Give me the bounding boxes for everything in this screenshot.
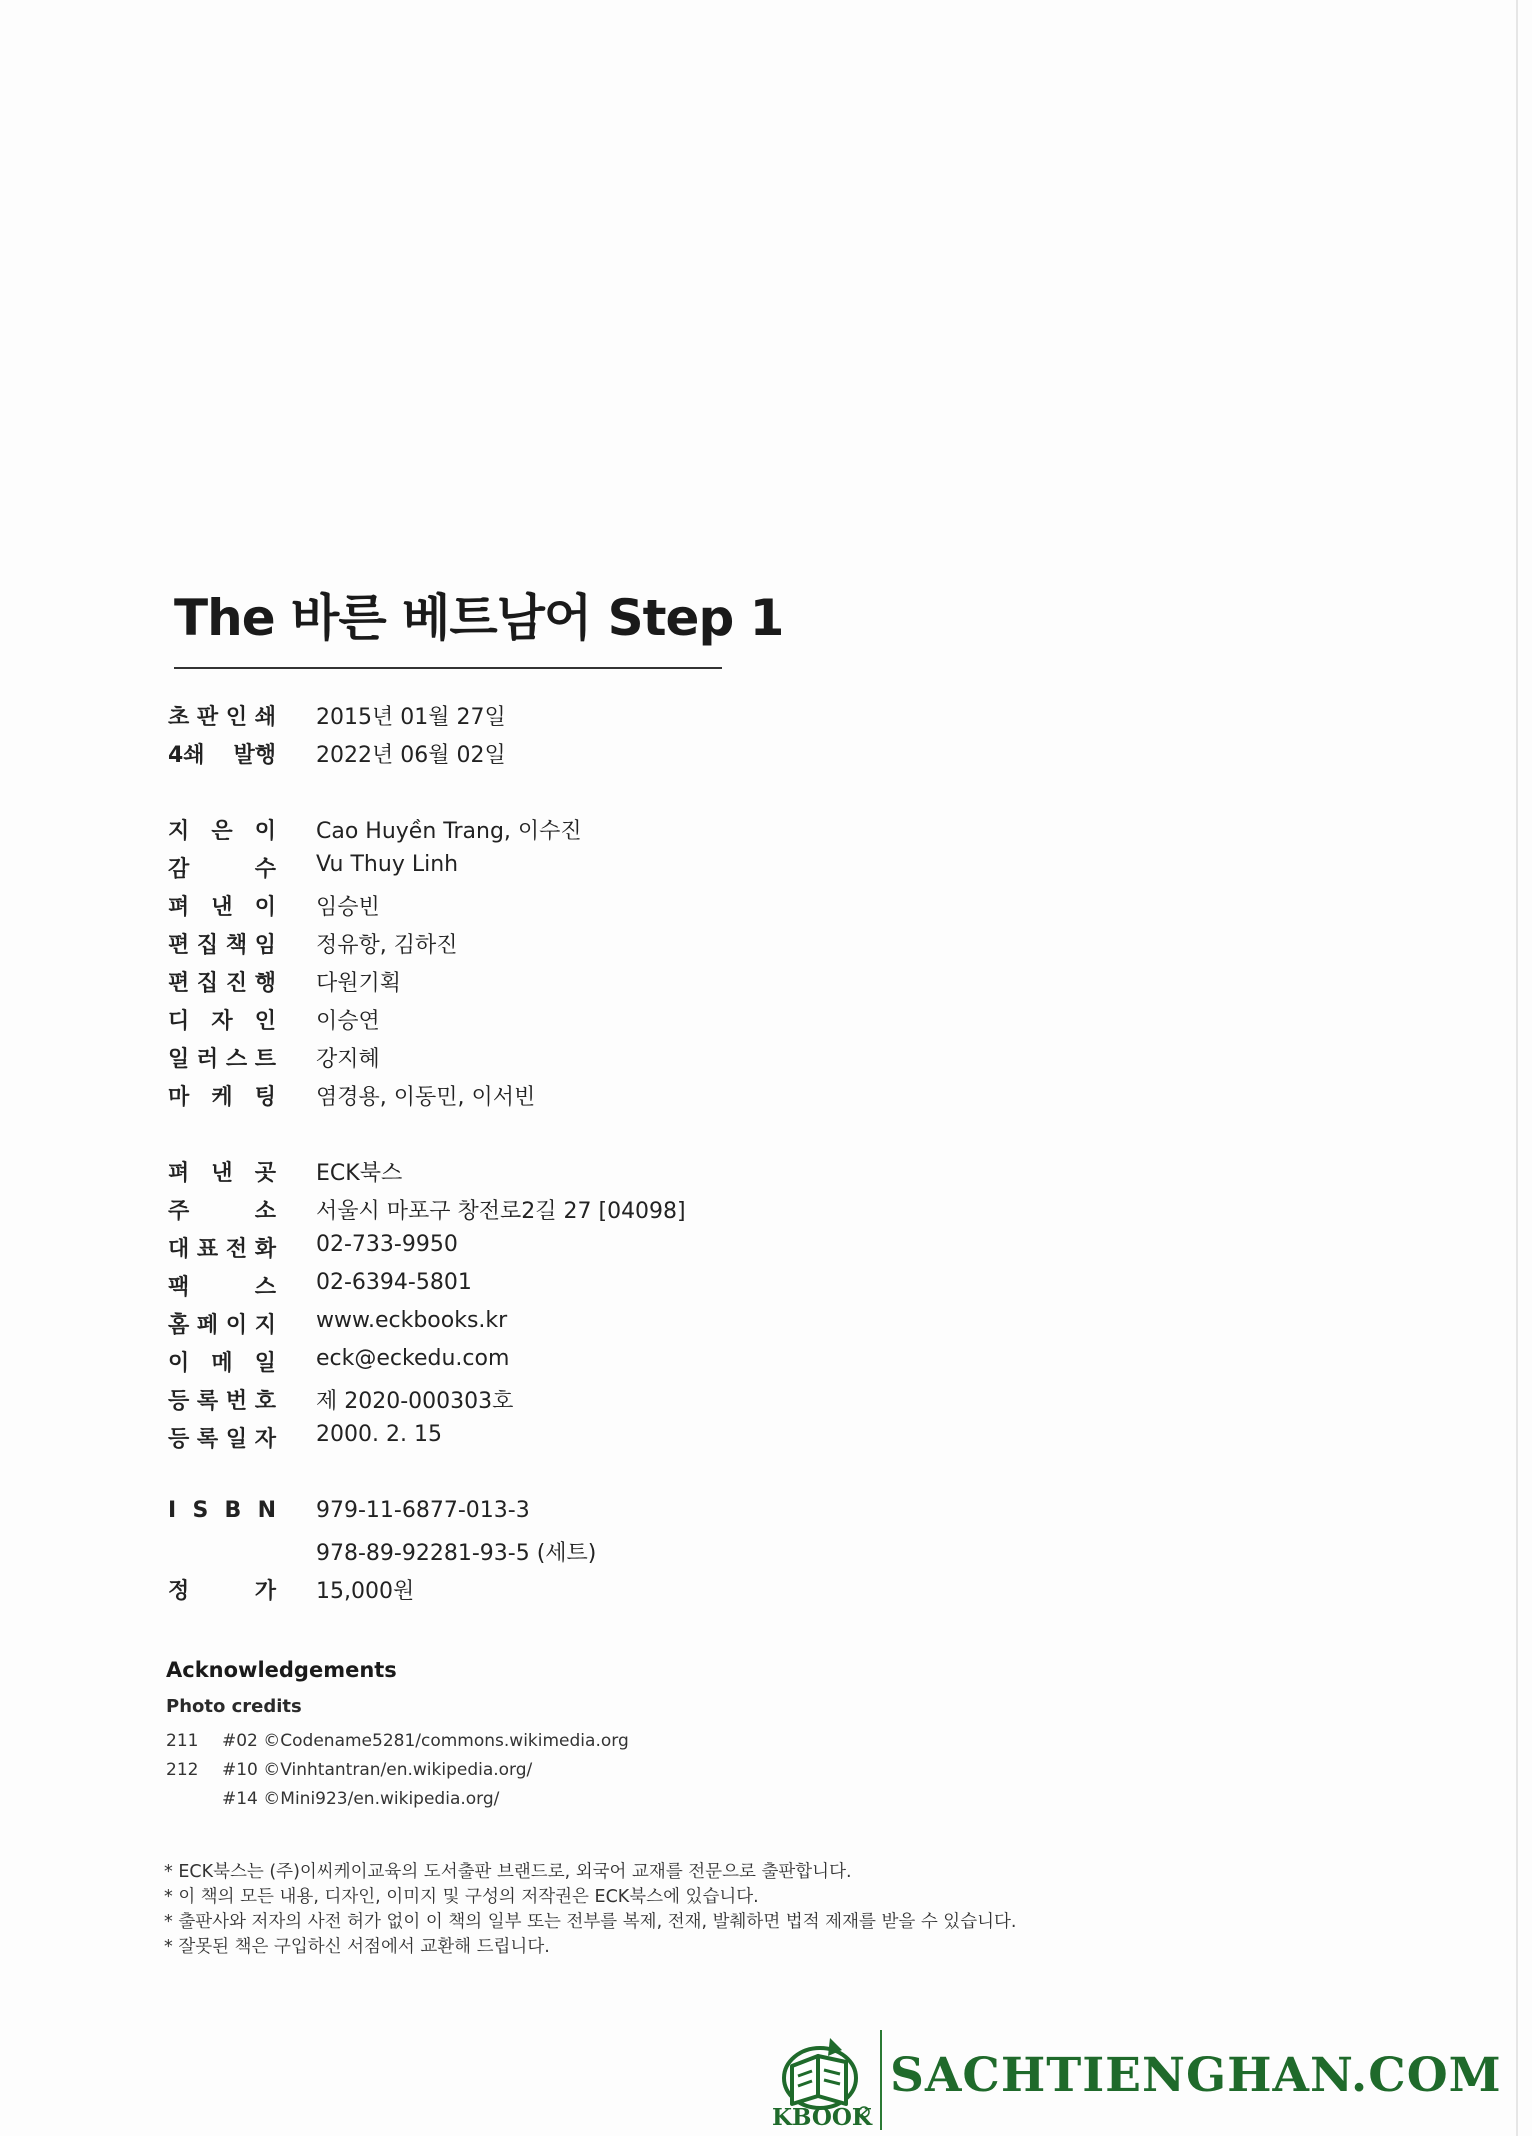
- info-label-char: 홈: [168, 1313, 190, 1338]
- info-label-char: 스: [225, 1047, 248, 1072]
- info-label-char: 집: [196, 933, 219, 958]
- info-value: 978-89-92281-93-5 (세트): [316, 1541, 597, 1566]
- info-label-char: 이: [254, 819, 276, 844]
- info-label: [168, 1574, 276, 1605]
- info-value: eck@eckedu.com: [316, 1346, 510, 1371]
- info-label: [168, 1156, 276, 1187]
- info-label-char: 곳: [254, 1161, 276, 1186]
- info-label-char: 지: [254, 1313, 276, 1338]
- kbook-logo-text: KBOOK: [772, 2104, 872, 2131]
- credit-text: #02 ©Codename5281/commons.wikimedia.org: [222, 1731, 629, 1751]
- info-label-char: 팅: [254, 1085, 276, 1110]
- note: * ECK북스는 (주)이씨케이교육의 도서출판 브랜드로, 외국어 교재를 전문으로 출판합니다.: [164, 1862, 852, 1882]
- info-label-char: 펴: [168, 895, 190, 920]
- info-label-char: 러: [196, 1047, 219, 1072]
- info-label-char: 페: [196, 1313, 219, 1338]
- info-label-char: 발행: [233, 743, 276, 768]
- info-label-char: B: [224, 1498, 242, 1523]
- info-label-char: 트: [254, 1047, 276, 1072]
- credit-page: 212: [166, 1760, 199, 1780]
- note: * 잘못된 책은 구입하신 서점에서 교환해 드립니다.: [164, 1937, 550, 1957]
- acknowledgements-title: Acknowledgements: [166, 1658, 397, 1682]
- book-title: The 바른 베트남어 Step 1: [174, 589, 784, 647]
- info-label: [168, 1004, 276, 1035]
- info-label-char: 호: [254, 1389, 276, 1414]
- info-label: [168, 1194, 276, 1225]
- info-label-char: 은: [211, 819, 233, 844]
- info-label-char: 편: [168, 933, 190, 958]
- info-label: [168, 1498, 276, 1523]
- info-label-char: 록: [196, 1389, 219, 1414]
- info-label-char: 마: [168, 1085, 190, 1110]
- info-label: [168, 1270, 276, 1301]
- info-label-char: 집: [196, 971, 219, 996]
- info-label-char: 전: [225, 1237, 248, 1262]
- info-label-char: 낸: [211, 895, 233, 920]
- info-label-char: 임: [254, 933, 276, 958]
- info-label-char: I: [168, 1498, 177, 1523]
- info-label-char: 메: [211, 1351, 233, 1376]
- info-value: 제 2020-000303호: [316, 1389, 514, 1414]
- info-label-char: 등: [168, 1427, 190, 1452]
- info-label-char: S: [192, 1498, 209, 1523]
- info-label-char: 편: [168, 971, 190, 996]
- info-label-char: 인: [254, 1009, 276, 1034]
- info-value: 다원기획: [316, 971, 402, 996]
- info-label-char: 케: [211, 1085, 233, 1110]
- info-label-char: 일: [168, 1047, 190, 1072]
- info-value: 서울시 마포구 창전로2길 27 [04098]: [316, 1199, 686, 1224]
- info-label-char: 4쇄: [168, 743, 205, 768]
- notes: [164, 1858, 1016, 1958]
- info-label-char: 행: [254, 971, 276, 996]
- info-label-char: 디: [168, 1009, 190, 1034]
- info-label-char: 자: [254, 1427, 276, 1452]
- info-label: [168, 1308, 276, 1339]
- info-label: [168, 1384, 276, 1415]
- info-label-char: 등: [168, 1389, 190, 1414]
- info-label-char: 펴: [168, 1161, 190, 1186]
- info-label-char: 쇄: [254, 705, 276, 730]
- info-value: Vu Thuy Linh: [316, 852, 459, 877]
- info-label-char: 이: [225, 1313, 248, 1338]
- info-label: [168, 814, 276, 845]
- info-label: [168, 928, 276, 959]
- acknowledgements: [166, 1658, 397, 1717]
- info-value: www.eckbooks.kr: [316, 1308, 508, 1333]
- credit-text: #10 ©Vinhtantran/en.wikipedia.org/: [222, 1760, 533, 1780]
- info-value: Cao Huyền Trang, 이수진: [316, 819, 582, 844]
- info-value: 염경용, 이동민, 이서빈: [316, 1085, 536, 1110]
- info-label: [168, 1422, 276, 1453]
- note: * 출판사와 저자의 사전 허가 없이 이 책의 일부 또는 전부를 복제, 전재, 발췌하면 법적 제재를 받을 수 있습니다.: [164, 1912, 1017, 1932]
- info-value: 2022년 06월 02일: [316, 743, 506, 768]
- info-label-char: 인: [225, 705, 248, 730]
- note: * 이 책의 모든 내용, 디자인, 이미지 및 구성의 저작권은 ECK북스에 있습니다.: [164, 1887, 759, 1907]
- info-label-char: 초: [168, 705, 190, 730]
- info-label-char: 소: [254, 1199, 276, 1224]
- info-label-char: 이: [254, 895, 276, 920]
- info-label: [168, 700, 276, 731]
- info-label-char: 번: [225, 1389, 248, 1414]
- info-value: 정유항, 김하진: [316, 933, 458, 958]
- info-value: 2000. 2. 15: [316, 1422, 442, 1447]
- info-label-char: 이: [168, 1351, 190, 1376]
- info-value: 임승빈: [316, 895, 380, 920]
- info-label-char: 일: [225, 1427, 248, 1452]
- info-label: [168, 852, 276, 883]
- credit-text: #14 ©Mini923/en.wikipedia.org/: [222, 1789, 500, 1809]
- info-label-char: 록: [196, 1427, 219, 1452]
- info-label-char: 판: [196, 705, 219, 730]
- info-label-char: 가: [254, 1579, 276, 1604]
- info-label: [168, 890, 276, 921]
- info-label-char: 감: [168, 857, 190, 882]
- info-value: 2015년 01월 27일: [316, 705, 506, 730]
- info-label-char: 책: [225, 933, 248, 958]
- credit-page: 211: [166, 1731, 199, 1751]
- info-label: [168, 1080, 276, 1111]
- info-label-char: 화: [254, 1237, 276, 1262]
- info-value: 02-6394-5801: [316, 1270, 472, 1295]
- info-label: [168, 738, 276, 769]
- info-label-char: 자: [211, 1009, 233, 1034]
- info-label-char: 스: [254, 1275, 276, 1300]
- info-label: [168, 1042, 276, 1073]
- page-edge: [1516, 0, 1518, 2136]
- info-value: 이승연: [316, 1009, 380, 1034]
- info-label-char: 지: [168, 819, 190, 844]
- info-value: 02-733-9950: [316, 1232, 458, 1257]
- title-rule: [174, 667, 722, 669]
- info-label-char: 낸: [211, 1161, 233, 1186]
- info-value: 강지혜: [316, 1047, 380, 1072]
- info-label-char: 팩: [168, 1275, 190, 1300]
- site-watermark: SACHTIENGHAN.COM: [890, 2048, 1502, 2103]
- info-label-char: 주: [168, 1199, 190, 1224]
- info-label-char: 표: [196, 1237, 219, 1262]
- info-value: ECK북스: [316, 1161, 403, 1186]
- info-label: [168, 1232, 276, 1263]
- info-label-char: N: [257, 1498, 276, 1523]
- info-label-char: 대: [168, 1237, 190, 1262]
- info-label-char: 진: [225, 971, 248, 996]
- photo-credits-title: Photo credits: [166, 1696, 302, 1717]
- info-label-char: 일: [254, 1351, 276, 1376]
- info-label-char: 정: [168, 1579, 190, 1604]
- info-value: 15,000원: [316, 1579, 415, 1604]
- watermark-divider: [880, 2030, 882, 2130]
- info-label: [168, 1346, 276, 1377]
- info-label: [168, 966, 276, 997]
- info-value: 979-11-6877-013-3: [316, 1498, 530, 1523]
- info-label-char: 수: [254, 857, 276, 882]
